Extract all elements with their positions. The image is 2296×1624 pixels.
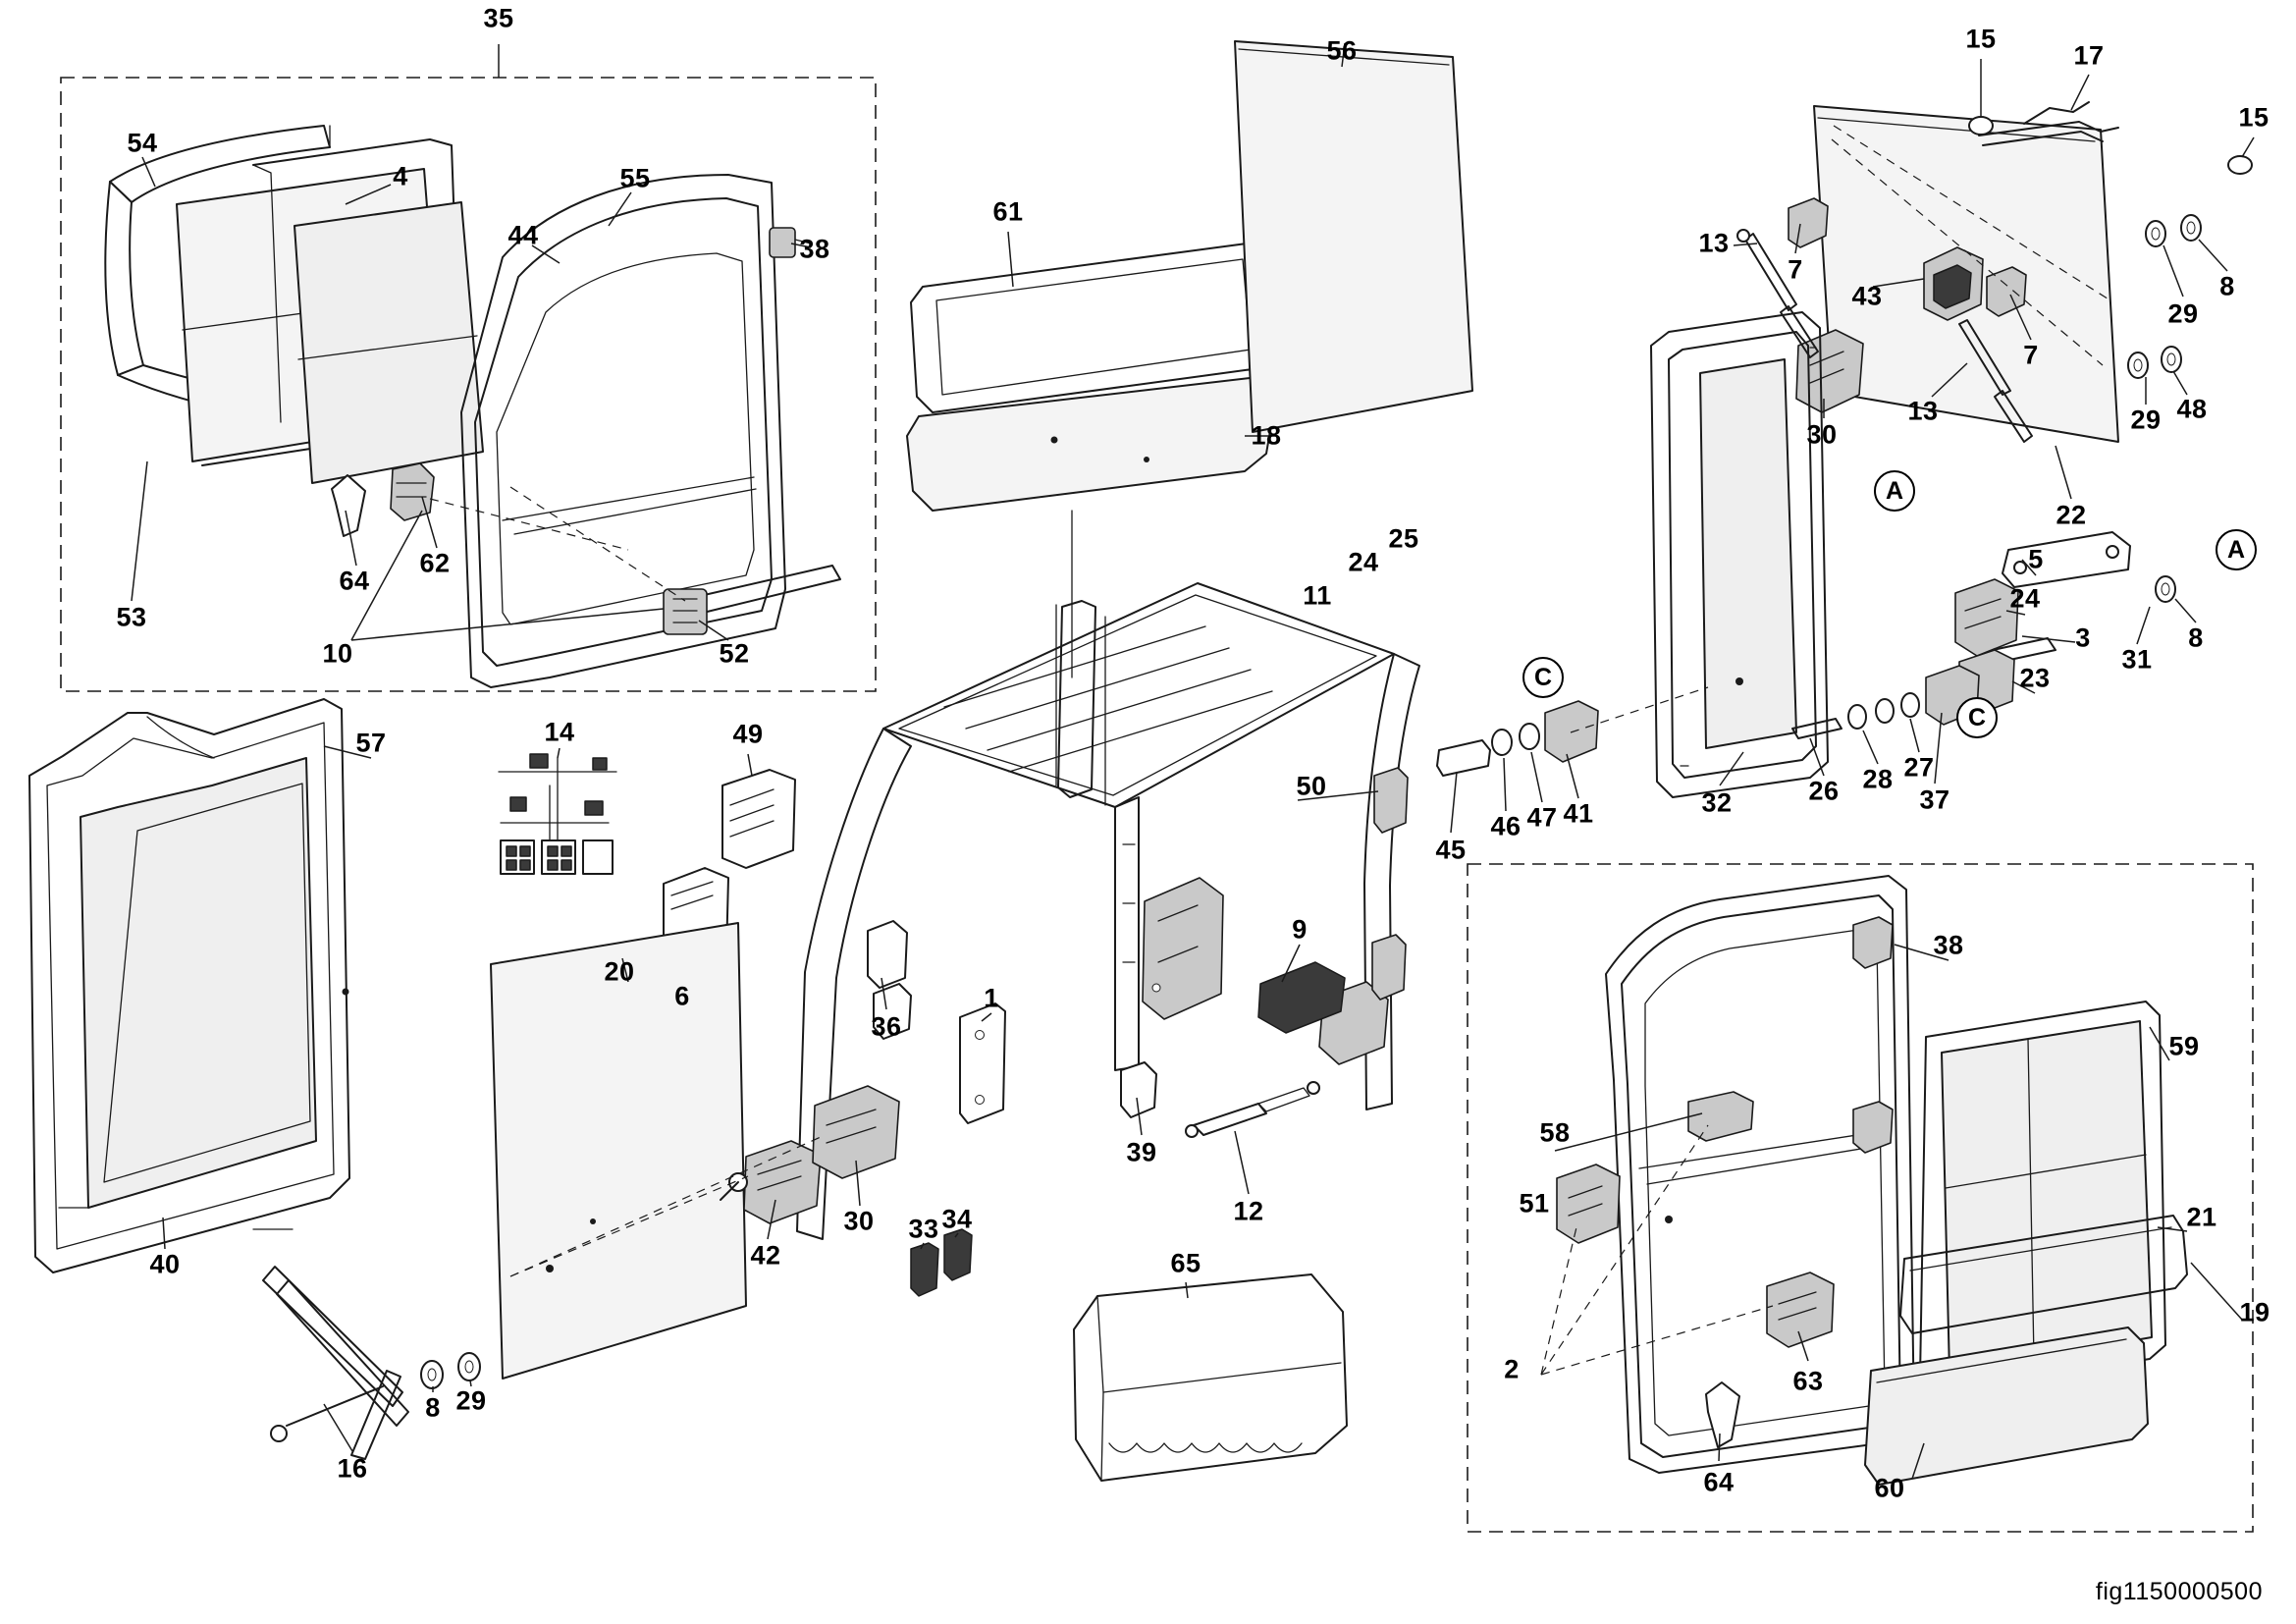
callout-56: 56	[1326, 35, 1358, 66]
callout-15: 15	[1965, 24, 1997, 54]
callout-36: 36	[871, 1011, 902, 1042]
callout-43: 43	[1851, 281, 1883, 311]
callout-44: 44	[507, 220, 539, 250]
callout-39: 39	[1126, 1137, 1157, 1167]
callout-5: 5	[2028, 544, 2044, 574]
callout-42: 42	[750, 1240, 781, 1271]
callout-14: 14	[544, 717, 575, 747]
callout-19: 19	[2239, 1297, 2270, 1327]
callout-23: 23	[2019, 663, 2051, 693]
callout-40: 40	[149, 1249, 181, 1279]
callout-25: 25	[1388, 523, 1419, 554]
callout-29: 29	[2130, 405, 2162, 435]
callout-64: 64	[339, 566, 370, 596]
callout-8: 8	[2188, 623, 2204, 653]
callout-57: 57	[355, 728, 387, 758]
callout-49: 49	[732, 719, 764, 749]
callout-52: 52	[719, 638, 750, 669]
callout-45: 45	[1435, 835, 1467, 865]
callout-18: 18	[1251, 420, 1282, 451]
callout-4: 4	[393, 161, 408, 191]
callout-60: 60	[1874, 1473, 1905, 1503]
callout-9: 9	[1292, 914, 1308, 945]
callout-7: 7	[1788, 254, 1803, 285]
callout-64: 64	[1703, 1467, 1735, 1497]
callout-63: 63	[1792, 1366, 1824, 1396]
figure-code: fig1150000500	[2095, 1578, 2263, 1605]
callout-13: 13	[1907, 396, 1939, 426]
callout-13: 13	[1698, 228, 1730, 258]
callout-29: 29	[2167, 298, 2199, 329]
section-ref-c: C	[1522, 657, 1564, 698]
callout-31: 31	[2121, 644, 2153, 675]
callout-20: 20	[604, 956, 635, 987]
callout-1: 1	[984, 983, 999, 1013]
callout-7: 7	[2023, 340, 2039, 370]
callout-26: 26	[1808, 776, 1840, 806]
callout-22: 22	[2056, 500, 2087, 530]
callout-50: 50	[1296, 771, 1327, 801]
callout-38: 38	[799, 234, 830, 264]
callout-46: 46	[1490, 811, 1522, 841]
callout-58: 58	[1539, 1117, 1571, 1148]
callout-6: 6	[674, 981, 690, 1011]
callout-59: 59	[2168, 1031, 2200, 1061]
callout-8: 8	[425, 1392, 441, 1423]
callout-37: 37	[1919, 785, 1950, 815]
callout-48: 48	[2176, 394, 2208, 424]
callout-34: 34	[941, 1204, 973, 1234]
callout-15: 15	[2238, 102, 2269, 133]
callout-27: 27	[1903, 752, 1935, 783]
callout-24: 24	[2009, 583, 2041, 614]
callout-61: 61	[992, 196, 1024, 227]
section-ref-c: C	[1956, 697, 1998, 738]
callout-62: 62	[419, 548, 451, 578]
callout-2: 2	[1504, 1354, 1520, 1384]
callout-41: 41	[1563, 798, 1594, 829]
callout-21: 21	[2186, 1202, 2217, 1232]
callout-24: 24	[1348, 547, 1379, 577]
callout-11: 11	[1303, 580, 1332, 611]
callout-28: 28	[1862, 764, 1894, 794]
callout-16: 16	[337, 1453, 368, 1484]
callout-33: 33	[908, 1214, 939, 1244]
callout-30: 30	[1806, 419, 1838, 450]
callout-10: 10	[322, 638, 353, 669]
section-ref-a: A	[2216, 529, 2257, 570]
callout-17: 17	[2073, 40, 2105, 71]
callout-53: 53	[116, 602, 147, 632]
callout-47: 47	[1526, 802, 1558, 833]
callout-32: 32	[1701, 787, 1733, 818]
callout-54: 54	[127, 128, 158, 158]
callout-12: 12	[1233, 1196, 1264, 1226]
callout-51: 51	[1519, 1188, 1550, 1218]
section-ref-a: A	[1874, 470, 1915, 512]
callout-55: 55	[619, 163, 651, 193]
callout-65: 65	[1170, 1248, 1201, 1278]
callout-30: 30	[843, 1206, 875, 1236]
callout-29: 29	[455, 1385, 487, 1416]
callout-35: 35	[483, 3, 514, 33]
callout-38: 38	[1933, 930, 1964, 960]
callout-3: 3	[2075, 623, 2091, 653]
callout-8: 8	[2219, 271, 2235, 301]
